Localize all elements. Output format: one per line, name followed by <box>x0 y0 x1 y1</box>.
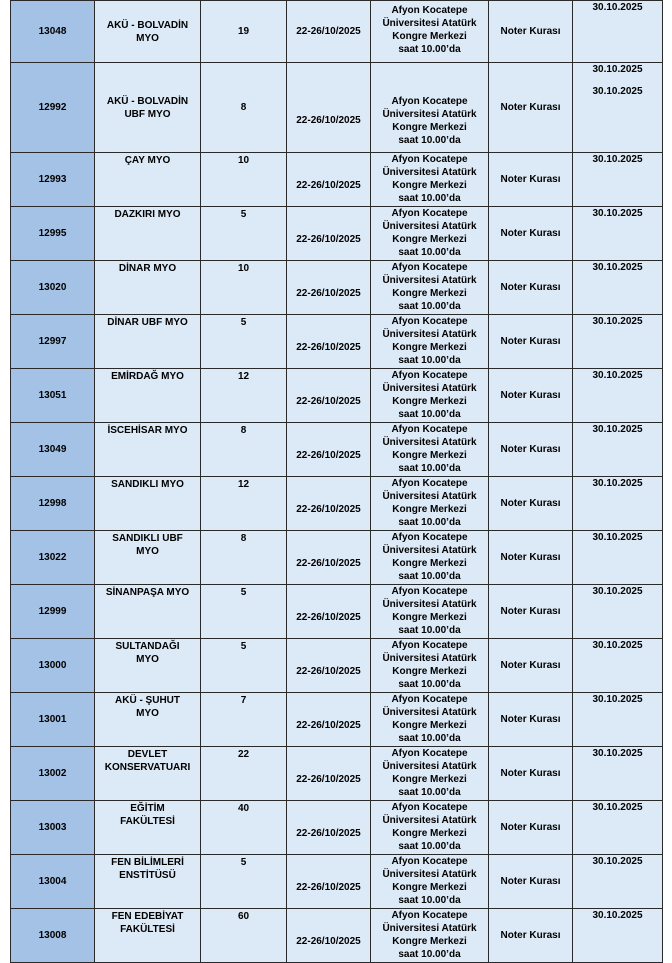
unit-name-cell: FEN BİLİMLERİ ENSTİTÜSÜ <box>95 855 201 909</box>
training-dates-cell <box>287 261 371 315</box>
unit-name-cell: SANDIKLI MYO <box>95 477 201 531</box>
location-line: Üniversitesi Atatürk <box>382 815 477 826</box>
unit-code-cell: 12992 <box>11 63 95 153</box>
result-date: 30.10.2025 <box>592 802 643 813</box>
location-cell <box>371 693 489 747</box>
table-row <box>11 639 663 693</box>
result-date: 30.10.2025 <box>592 208 643 219</box>
unit-name-cell: DİNAR UBF MYO <box>95 315 201 369</box>
count-cell: 8 <box>201 423 287 477</box>
location-line: saat 10.00’da <box>398 463 461 474</box>
result-date-cell <box>573 153 663 207</box>
location-cell <box>371 153 489 207</box>
count-cell: 12 <box>201 477 287 531</box>
location-line: Kongre Merkezi <box>392 828 467 839</box>
location-line: Afyon Kocatepe <box>391 802 468 813</box>
course-cell: Noter Kurası <box>489 315 573 369</box>
result-date: 30.10.2025 <box>592 694 643 705</box>
result-date-cell <box>573 477 663 531</box>
result-date: 30.10.2025 <box>592 856 643 867</box>
location-line: saat 10.00’da <box>398 787 461 798</box>
location-cell <box>371 207 489 261</box>
location-line: Afyon Kocatepe <box>391 694 468 705</box>
result-date: 30.10.2025 <box>592 370 643 381</box>
course-cell: Noter Kurası <box>489 855 573 909</box>
location-line: Kongre Merkezi <box>392 504 467 515</box>
result-date-cell <box>573 909 663 963</box>
result-date-cell <box>573 423 663 477</box>
unit-name-cell: AKÜ - ŞUHUT MYO <box>95 693 201 747</box>
location-line: saat 10.00’da <box>398 409 461 420</box>
training-dates-cell <box>287 747 371 801</box>
location-cell <box>371 909 489 963</box>
unit-code-cell: 12993 <box>11 153 95 207</box>
table-row <box>11 909 663 963</box>
result-date-cell <box>573 801 663 855</box>
count-cell: 5 <box>201 855 287 909</box>
location-line: Kongre Merkezi <box>392 396 467 407</box>
training-dates: 22-26/10/2025 <box>296 666 361 677</box>
unit-code-cell: 13002 <box>11 747 95 801</box>
result-date-cell <box>573 1 663 63</box>
count-cell: 12 <box>201 369 287 423</box>
table-row <box>11 315 663 369</box>
unit-code-cell: 13004 <box>11 855 95 909</box>
count-cell: 40 <box>201 801 287 855</box>
result-date: 30.10.2025 <box>592 640 643 651</box>
training-dates: 22-26/10/2025 <box>296 936 361 947</box>
course-cell: Noter Kurası <box>489 477 573 531</box>
location-line: saat 10.00’da <box>398 193 461 204</box>
result-date: 30.10.2025 <box>592 262 643 273</box>
count-cell: 7 <box>201 693 287 747</box>
count-cell: 5 <box>201 639 287 693</box>
training-dates-cell <box>287 909 371 963</box>
unit-code-cell: 13000 <box>11 639 95 693</box>
location-line: saat 10.00’da <box>398 571 461 582</box>
table-row <box>11 423 663 477</box>
location-line: Afyon Kocatepe <box>391 640 468 651</box>
course-cell: Noter Kurası <box>489 801 573 855</box>
training-dates: 22-26/10/2025 <box>296 115 361 126</box>
count-cell: 5 <box>201 585 287 639</box>
location-cell <box>371 801 489 855</box>
result-date: 30.10.2025 <box>592 586 643 597</box>
unit-name-cell: EMİRDAĞ MYO <box>95 369 201 423</box>
course-cell: Noter Kurası <box>489 423 573 477</box>
training-dates: 22-26/10/2025 <box>296 396 361 407</box>
result-date: 30.10.2025 <box>592 86 643 97</box>
training-dates: 22-26/10/2025 <box>296 26 361 37</box>
location-line: saat 10.00’da <box>398 247 461 258</box>
location-line: saat 10.00’da <box>398 949 461 960</box>
training-dates-cell <box>287 369 371 423</box>
table-row <box>11 369 663 423</box>
location-line: Kongre Merkezi <box>392 180 467 191</box>
training-dates-cell <box>287 315 371 369</box>
unit-code-cell: 13001 <box>11 693 95 747</box>
location-line: Kongre Merkezi <box>392 288 467 299</box>
result-date: 30.10.2025 <box>592 64 643 75</box>
unit-name-cell: DEVLET KONSERVATUARI <box>95 747 201 801</box>
training-dates-cell <box>287 855 371 909</box>
location-line: saat 10.00’da <box>398 679 461 690</box>
location-line: Afyon Kocatepe <box>391 262 468 273</box>
course-cell: Noter Kurası <box>489 531 573 585</box>
unit-code-cell: 13008 <box>11 909 95 963</box>
location-cell <box>371 63 489 153</box>
location-line: Kongre Merkezi <box>392 774 467 785</box>
course-cell: Noter Kurası <box>489 747 573 801</box>
location-line: Üniversitesi Atatürk <box>382 923 477 934</box>
count-cell: 5 <box>201 315 287 369</box>
location-cell <box>371 531 489 585</box>
location-line: saat 10.00’da <box>398 301 461 312</box>
location-line: Afyon Kocatepe <box>391 532 468 543</box>
location-line: Kongre Merkezi <box>392 122 467 133</box>
count-cell: 10 <box>201 261 287 315</box>
training-dates-cell <box>287 1 371 63</box>
location-line: Kongre Merkezi <box>392 31 467 42</box>
location-line: Afyon Kocatepe <box>391 478 468 489</box>
unit-code-cell: 13022 <box>11 531 95 585</box>
location-line: Kongre Merkezi <box>392 558 467 569</box>
location-line: Kongre Merkezi <box>392 666 467 677</box>
location-line: Afyon Kocatepe <box>391 154 468 165</box>
location-line: Afyon Kocatepe <box>391 586 468 597</box>
location-line: Üniversitesi Atatürk <box>382 18 477 29</box>
location-line: Üniversitesi Atatürk <box>382 437 477 448</box>
location-line: Üniversitesi Atatürk <box>382 275 477 286</box>
location-cell <box>371 315 489 369</box>
unit-code-cell: 12997 <box>11 315 95 369</box>
result-date: 30.10.2025 <box>592 316 643 327</box>
location-line: Üniversitesi Atatürk <box>382 109 477 120</box>
table-row <box>11 855 663 909</box>
table-row <box>11 261 663 315</box>
location-line: Kongre Merkezi <box>392 234 467 245</box>
unit-code-cell: 12998 <box>11 477 95 531</box>
count-cell: 22 <box>201 747 287 801</box>
course-cell: Noter Kurası <box>489 207 573 261</box>
unit-code-cell: 12995 <box>11 207 95 261</box>
course-cell: Noter Kurası <box>489 369 573 423</box>
course-cell: Noter Kurası <box>489 639 573 693</box>
location-line: Üniversitesi Atatürk <box>382 653 477 664</box>
table-row <box>11 531 663 585</box>
result-date-cell <box>573 63 663 153</box>
location-line: Üniversitesi Atatürk <box>382 545 477 556</box>
training-dates: 22-26/10/2025 <box>296 234 361 245</box>
training-dates-cell <box>287 153 371 207</box>
location-line: Kongre Merkezi <box>392 936 467 947</box>
result-date-cell <box>573 531 663 585</box>
location-line: Afyon Kocatepe <box>391 208 468 219</box>
result-date-cell <box>573 693 663 747</box>
unit-name-cell: DAZKIRI MYO <box>95 207 201 261</box>
table-row <box>11 801 663 855</box>
location-line: saat 10.00’da <box>398 895 461 906</box>
course-cell: Noter Kurası <box>489 693 573 747</box>
location-line: Üniversitesi Atatürk <box>382 329 477 340</box>
result-date: 30.10.2025 <box>592 748 643 759</box>
unit-code-cell: 13020 <box>11 261 95 315</box>
count-cell: 5 <box>201 207 287 261</box>
location-line: Üniversitesi Atatürk <box>382 707 477 718</box>
location-cell <box>371 477 489 531</box>
location-cell <box>371 261 489 315</box>
training-dates-cell <box>287 207 371 261</box>
location-line: Kongre Merkezi <box>392 720 467 731</box>
location-cell <box>371 855 489 909</box>
training-dates-cell <box>287 693 371 747</box>
result-date-cell <box>573 639 663 693</box>
location-line: saat 10.00’da <box>398 135 461 146</box>
location-line: Üniversitesi Atatürk <box>382 869 477 880</box>
location-line: saat 10.00’da <box>398 733 461 744</box>
location-line: Kongre Merkezi <box>392 882 467 893</box>
table-body <box>11 1 663 963</box>
training-dates: 22-26/10/2025 <box>296 828 361 839</box>
unit-name-cell: SİNANPAŞA MYO <box>95 585 201 639</box>
location-line: Afyon Kocatepe <box>391 910 468 921</box>
location-line: Üniversitesi Atatürk <box>382 167 477 178</box>
result-date: 30.10.2025 <box>592 154 643 165</box>
training-dates-cell <box>287 477 371 531</box>
count-cell: 8 <box>201 63 287 153</box>
result-date-cell <box>573 369 663 423</box>
unit-code-cell: 13049 <box>11 423 95 477</box>
count-cell: 8 <box>201 531 287 585</box>
count-cell: 60 <box>201 909 287 963</box>
training-dates-cell <box>287 801 371 855</box>
table-row <box>11 63 663 153</box>
location-line: Afyon Kocatepe <box>391 856 468 867</box>
training-dates: 22-26/10/2025 <box>296 450 361 461</box>
unit-name-cell: ÇAY MYO <box>95 153 201 207</box>
location-line: Kongre Merkezi <box>392 342 467 353</box>
location-line: saat 10.00’da <box>398 841 461 852</box>
unit-name-cell: SANDIKLI UBF MYO <box>95 531 201 585</box>
course-cell: Noter Kurası <box>489 261 573 315</box>
result-date-cell <box>573 855 663 909</box>
training-dates: 22-26/10/2025 <box>296 612 361 623</box>
table-row <box>11 585 663 639</box>
course-cell: Noter Kurası <box>489 63 573 153</box>
count-cell: 19 <box>201 1 287 63</box>
location-cell <box>371 1 489 63</box>
training-dates: 22-26/10/2025 <box>296 774 361 785</box>
table-row <box>11 477 663 531</box>
unit-name-cell: İSCEHİSAR MYO <box>95 423 201 477</box>
unit-name-cell: AKÜ - BOLVADİN UBF MYO <box>95 63 201 153</box>
result-date: 30.10.2025 <box>592 478 643 489</box>
location-line: Afyon Kocatepe <box>391 96 468 107</box>
result-date: 30.10.2025 <box>592 910 643 921</box>
location-line: Afyon Kocatepe <box>391 5 468 16</box>
location-line: Üniversitesi Atatürk <box>382 221 477 232</box>
result-date-cell <box>573 315 663 369</box>
unit-name-cell: EĞİTİM FAKÜLTESİ <box>95 801 201 855</box>
table-row <box>11 693 663 747</box>
assignment-table <box>10 0 663 963</box>
training-dates-cell <box>287 585 371 639</box>
training-dates: 22-26/10/2025 <box>296 504 361 515</box>
training-dates: 22-26/10/2025 <box>296 882 361 893</box>
location-cell <box>371 585 489 639</box>
location-cell <box>371 747 489 801</box>
table-row <box>11 207 663 261</box>
location-line: Afyon Kocatepe <box>391 316 468 327</box>
result-date-cell <box>573 747 663 801</box>
training-dates-cell <box>287 423 371 477</box>
location-line: Üniversitesi Atatürk <box>382 491 477 502</box>
count-cell: 10 <box>201 153 287 207</box>
result-date: 30.10.2025 <box>592 2 643 13</box>
unit-code-cell: 13051 <box>11 369 95 423</box>
training-dates: 22-26/10/2025 <box>296 342 361 353</box>
result-date: 30.10.2025 <box>592 532 643 543</box>
location-line: Üniversitesi Atatürk <box>382 383 477 394</box>
location-line: Üniversitesi Atatürk <box>382 599 477 610</box>
training-dates-cell <box>287 531 371 585</box>
course-cell: Noter Kurası <box>489 909 573 963</box>
training-dates: 22-26/10/2025 <box>296 288 361 299</box>
table-row <box>11 153 663 207</box>
unit-name-cell: SULTANDAĞI MYO <box>95 639 201 693</box>
location-line: Kongre Merkezi <box>392 612 467 623</box>
unit-name-cell: AKÜ - BOLVADİN MYO <box>95 1 201 63</box>
training-dates-cell <box>287 639 371 693</box>
location-line: saat 10.00’da <box>398 517 461 528</box>
location-cell <box>371 639 489 693</box>
table-row <box>11 747 663 801</box>
location-line: Kongre Merkezi <box>392 450 467 461</box>
location-line: Afyon Kocatepe <box>391 424 468 435</box>
result-date-cell <box>573 585 663 639</box>
location-line: Üniversitesi Atatürk <box>382 761 477 772</box>
location-line: saat 10.00’da <box>398 44 461 55</box>
location-cell <box>371 423 489 477</box>
unit-name-cell: DİNAR MYO <box>95 261 201 315</box>
location-line: saat 10.00’da <box>398 355 461 366</box>
course-cell: Noter Kurası <box>489 153 573 207</box>
unit-code-cell: 13048 <box>11 1 95 63</box>
training-dates: 22-26/10/2025 <box>296 558 361 569</box>
result-date-cell <box>573 261 663 315</box>
location-line: saat 10.00’da <box>398 625 461 636</box>
location-line: Afyon Kocatepe <box>391 370 468 381</box>
table-row <box>11 1 663 63</box>
unit-name-cell: FEN EDEBİYAT FAKÜLTESİ <box>95 909 201 963</box>
course-cell: Noter Kurası <box>489 1 573 63</box>
location-cell <box>371 369 489 423</box>
result-date-cell <box>573 207 663 261</box>
unit-code-cell: 12999 <box>11 585 95 639</box>
training-dates: 22-26/10/2025 <box>296 180 361 191</box>
course-cell: Noter Kurası <box>489 585 573 639</box>
training-dates-cell <box>287 63 371 153</box>
unit-code-cell: 13003 <box>11 801 95 855</box>
result-date: 30.10.2025 <box>592 424 643 435</box>
training-dates: 22-26/10/2025 <box>296 720 361 731</box>
location-line: Afyon Kocatepe <box>391 748 468 759</box>
